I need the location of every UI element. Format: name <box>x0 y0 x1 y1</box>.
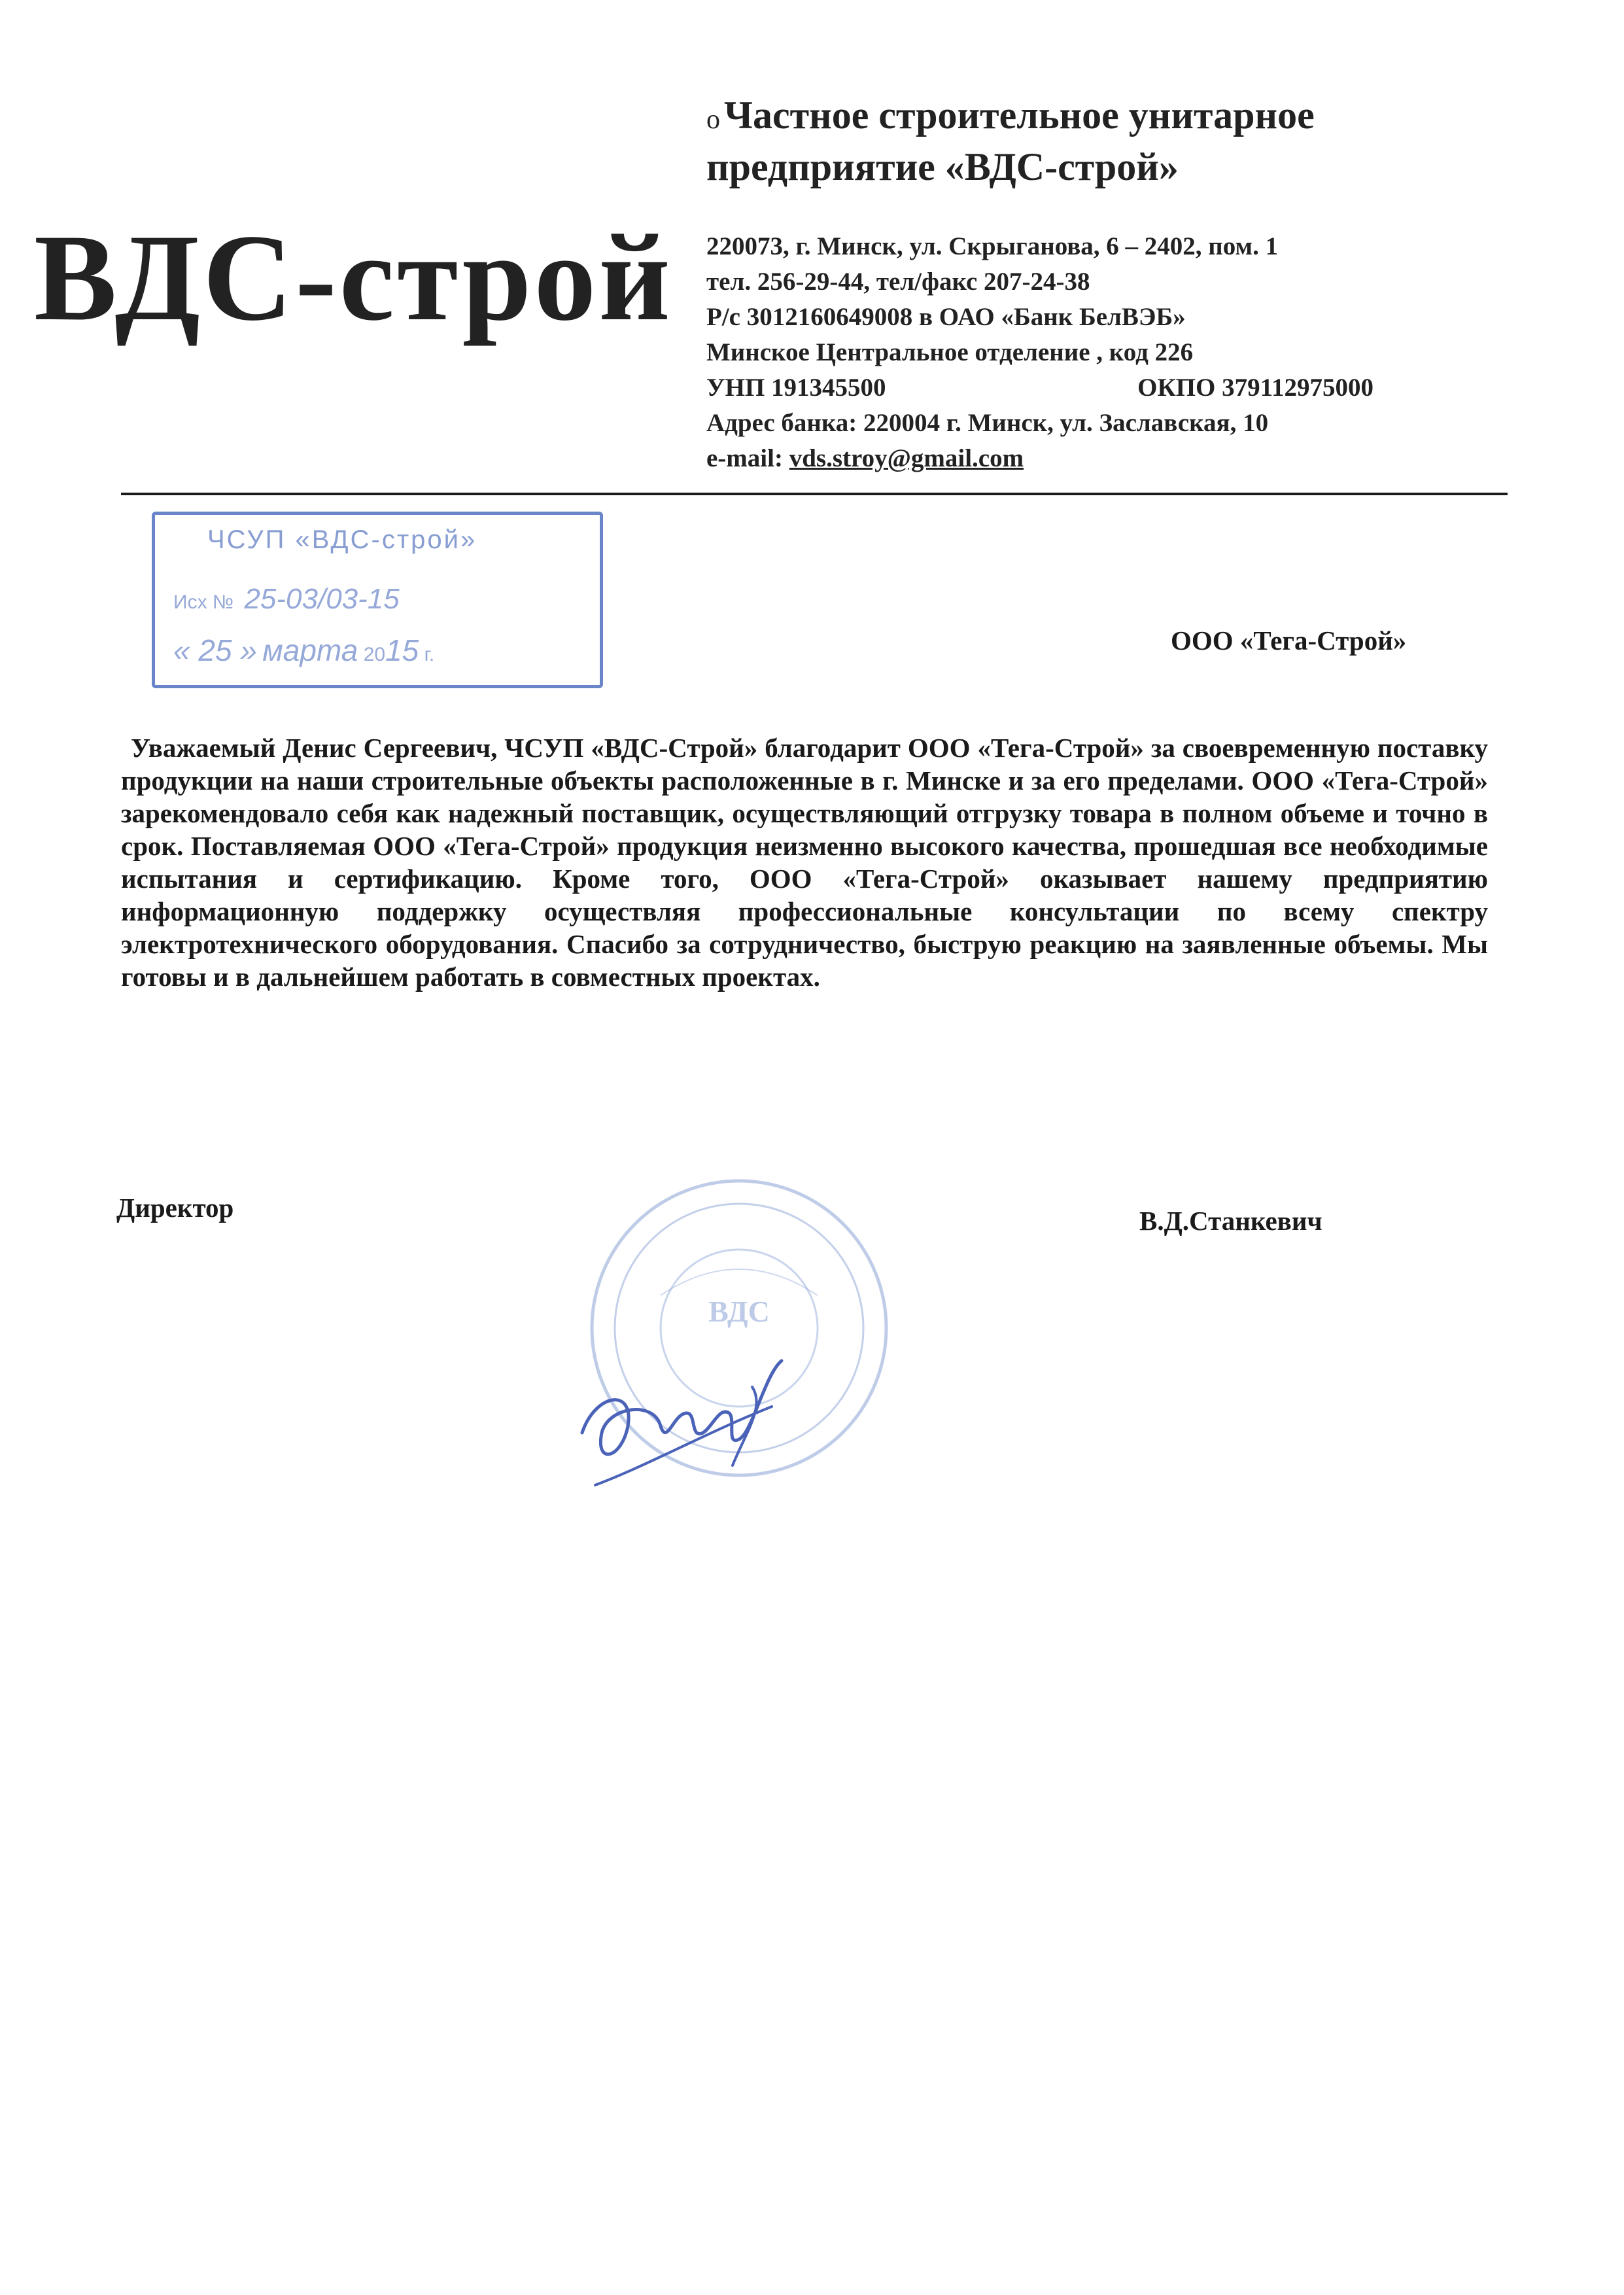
stamp-year: 15 <box>385 633 419 667</box>
director-signature-icon <box>556 1335 831 1505</box>
company-logo: ВДС-строй <box>34 209 673 347</box>
stamp-date-month: марта <box>262 633 358 667</box>
phones-line: тел. 256-29-44, тел/факс 207-24-38 <box>706 268 1090 296</box>
registration-stamp <box>152 512 603 688</box>
signatory-title: Директор <box>116 1193 234 1223</box>
recipient: ООО «Тега-Строй» <box>1171 625 1407 656</box>
stamp-date-row <box>173 633 434 668</box>
stamp-number: 25-03/03-15 <box>244 583 400 615</box>
bank-address-line: Адрес банка: 220004 г. Минск, ул. Заславская, 10 <box>706 409 1269 437</box>
branch-line: Минское Центральное отделение , код 226 <box>706 338 1194 366</box>
email-line <box>706 441 1373 476</box>
address-line: 220073, г. Минск, ул. Скрыганова, 6 – 2402, пом. 1 <box>706 232 1279 260</box>
unp: УНП 191345500 <box>706 374 886 402</box>
unp-okpo-line <box>706 370 1373 406</box>
stamp-org: ЧСУП «ВДС-строй» <box>207 525 477 554</box>
account-line: Р/с 3012160649008 в ОАО «Банк БелВЭБ» <box>706 303 1186 331</box>
okpo: ОКПО 379112975000 <box>1137 374 1373 402</box>
letter-body: Уважаемый Денис Сергеевич, ЧСУП «ВДС-Строй» благодарит ООО «Тега-Строй» за своевременную поставку продукции на наши строительные объекты расположенные в г. Минске и за его пределами. ООО «Тега-Строй» зарекомендовало себя как надежный поставщик, осуществляющий отгрузку товара в полном объеме и точно в срок. Поставляемая ООО «Тега-Строй» продукция неизменно высокого качества, прошедшая все необходимые испытания и сертификацию. Кроме того, ООО «Тега-Строй» оказывает нашему предприятию информационную поддержку осуществляя профессиональные консультации по всему спектру электротехнического оборудования. Спасибо за сотрудничество, быструю реакцию на заявленные объемы. Мы готовы и в дальнейшем работать в совместных проектах. <box>121 733 1488 992</box>
company-full-name <box>706 92 1315 190</box>
bullet-mark: o <box>706 105 720 135</box>
svg-text:ВДС: ВДС <box>708 1295 770 1328</box>
email-label: e-mail: <box>706 444 783 472</box>
stamp-number-label: Исх № <box>173 591 234 613</box>
signatory-name: В.Д.Станкевич <box>1139 1206 1322 1236</box>
stamp-date-day: « 25 » <box>173 633 257 667</box>
company-name-line1: Частное строительное унитарное <box>724 94 1315 137</box>
company-name-line2: предприятие «ВДС-строй» <box>706 145 1179 188</box>
header-divider <box>121 493 1508 495</box>
email-link[interactable]: vds.stroy@gmail.com <box>789 444 1024 472</box>
stamp-date-suffix: г. <box>424 644 435 665</box>
stamp-number-row <box>173 583 400 616</box>
stamp-year-prefix: 20 <box>363 644 386 665</box>
company-requisites <box>706 229 1373 476</box>
